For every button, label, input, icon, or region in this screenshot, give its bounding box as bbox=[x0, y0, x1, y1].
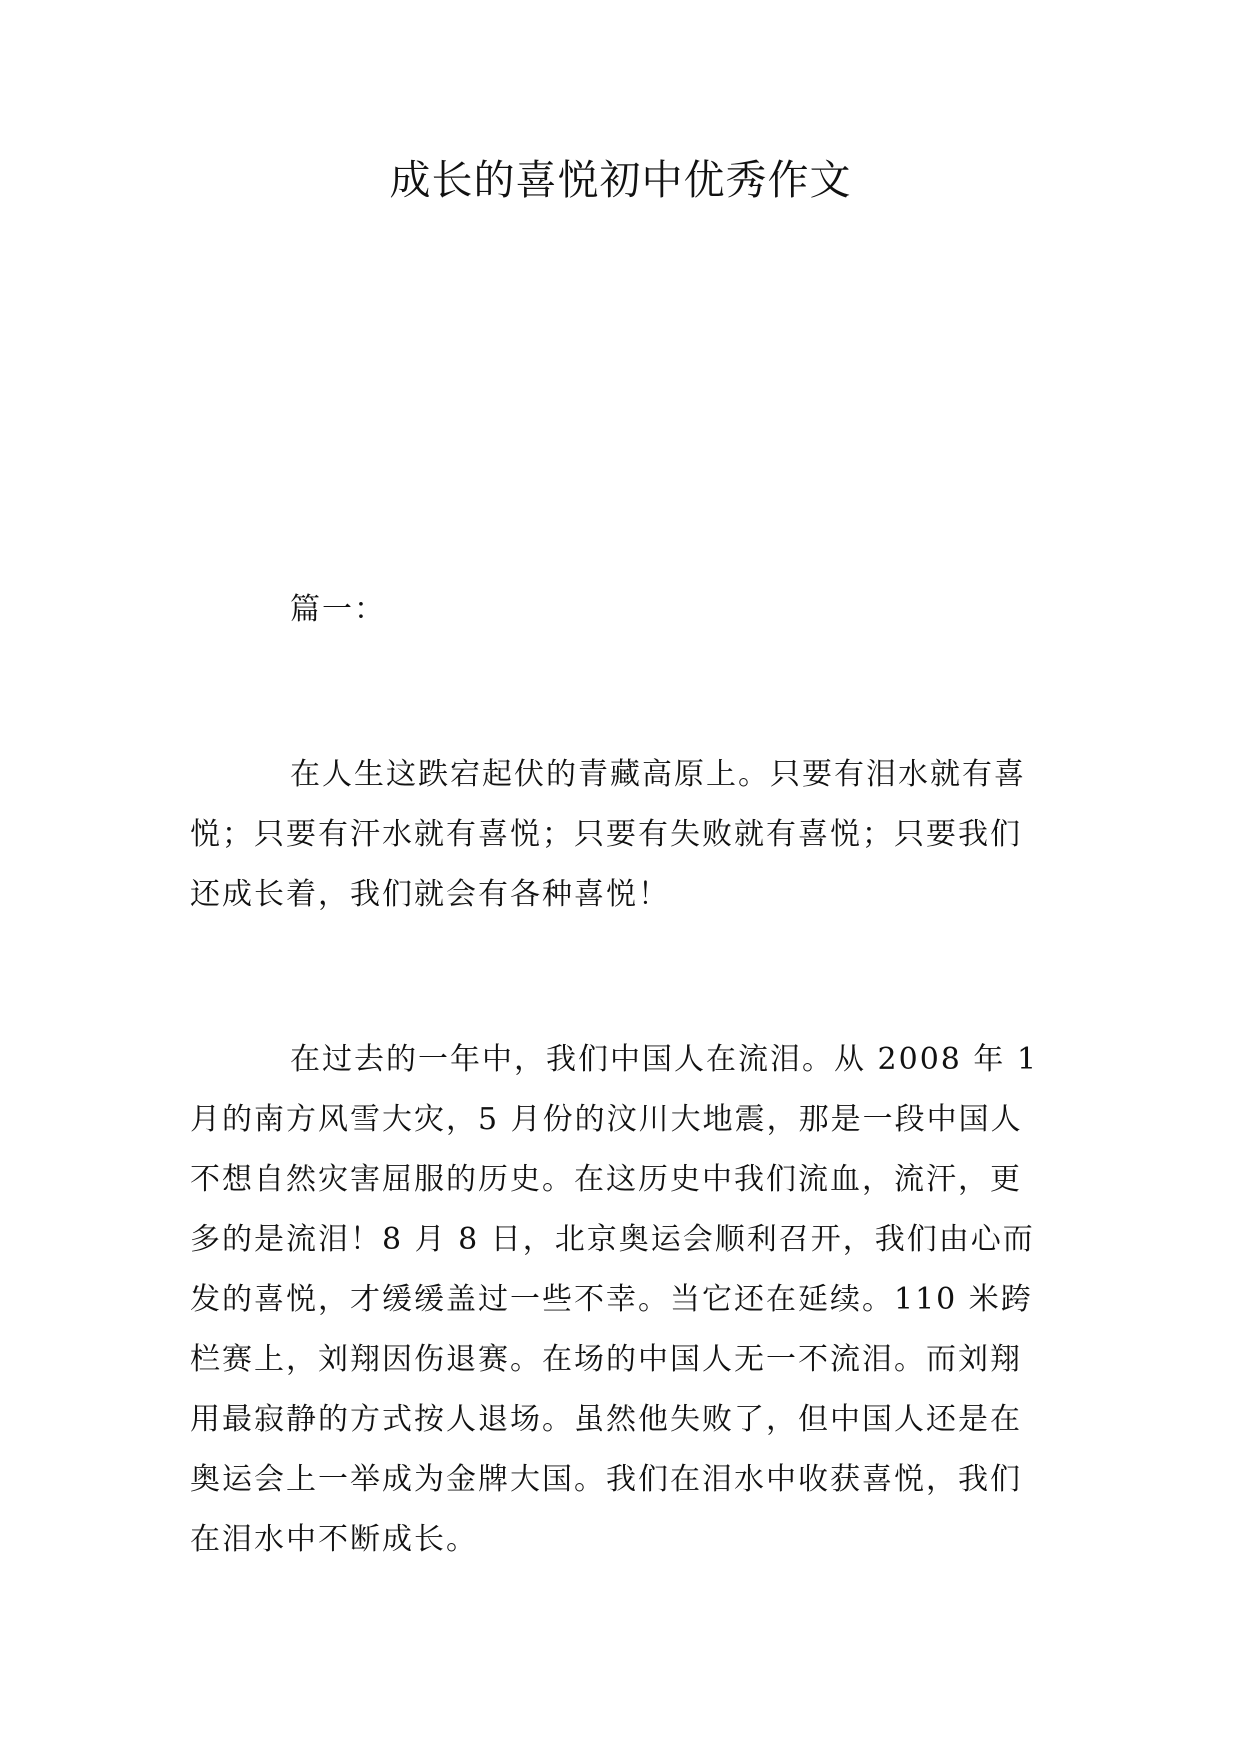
paragraph-line: 不想自然灾害屈服的历史。在这历史中我们流血，流汗，更 bbox=[190, 1162, 1022, 1197]
paragraph-2 bbox=[190, 1030, 1052, 1570]
paragraph-line: 悦；只要有汗水就有喜悦；只要有失败就有喜悦；只要我们 bbox=[190, 817, 1022, 852]
paragraph-line: 在泪水中不断成长。 bbox=[190, 1522, 478, 1557]
paragraph-line: 多的是流泪！8 月 8 日，北京奥运会顺利召开，我们由心而 bbox=[190, 1222, 1035, 1257]
paragraph-line: 发的喜悦，才缓缓盖过一些不幸。当它还在延续。110 米跨 bbox=[190, 1282, 1033, 1317]
paragraph-line: 在人生这跌宕起伏的青藏高原上。只要有泪水就有喜 bbox=[290, 757, 1026, 792]
paragraph-line: 还成长着，我们就会有各种喜悦！ bbox=[190, 877, 670, 912]
document-title: 成长的喜悦初中优秀作文 bbox=[389, 156, 852, 204]
section-label: 篇一： bbox=[290, 592, 386, 627]
paragraph-line: 栏赛上，刘翔因伤退赛。在场的中国人无一不流泪。而刘翔 bbox=[190, 1342, 1022, 1377]
paragraph-line: 在过去的一年中，我们中国人在流泪。从 2008 年 1 bbox=[290, 1042, 1039, 1077]
paragraph-line: 月的南方风雪大灾，5 月份的汶川大地震，那是一段中国人 bbox=[190, 1102, 1023, 1137]
paragraph-line: 奥运会上一举成为金牌大国。我们在泪水中收获喜悦，我们 bbox=[190, 1462, 1022, 1497]
paragraph-1 bbox=[190, 745, 1052, 925]
paragraph-line: 用最寂静的方式按人退场。虽然他失败了，但中国人还是在 bbox=[190, 1402, 1022, 1437]
